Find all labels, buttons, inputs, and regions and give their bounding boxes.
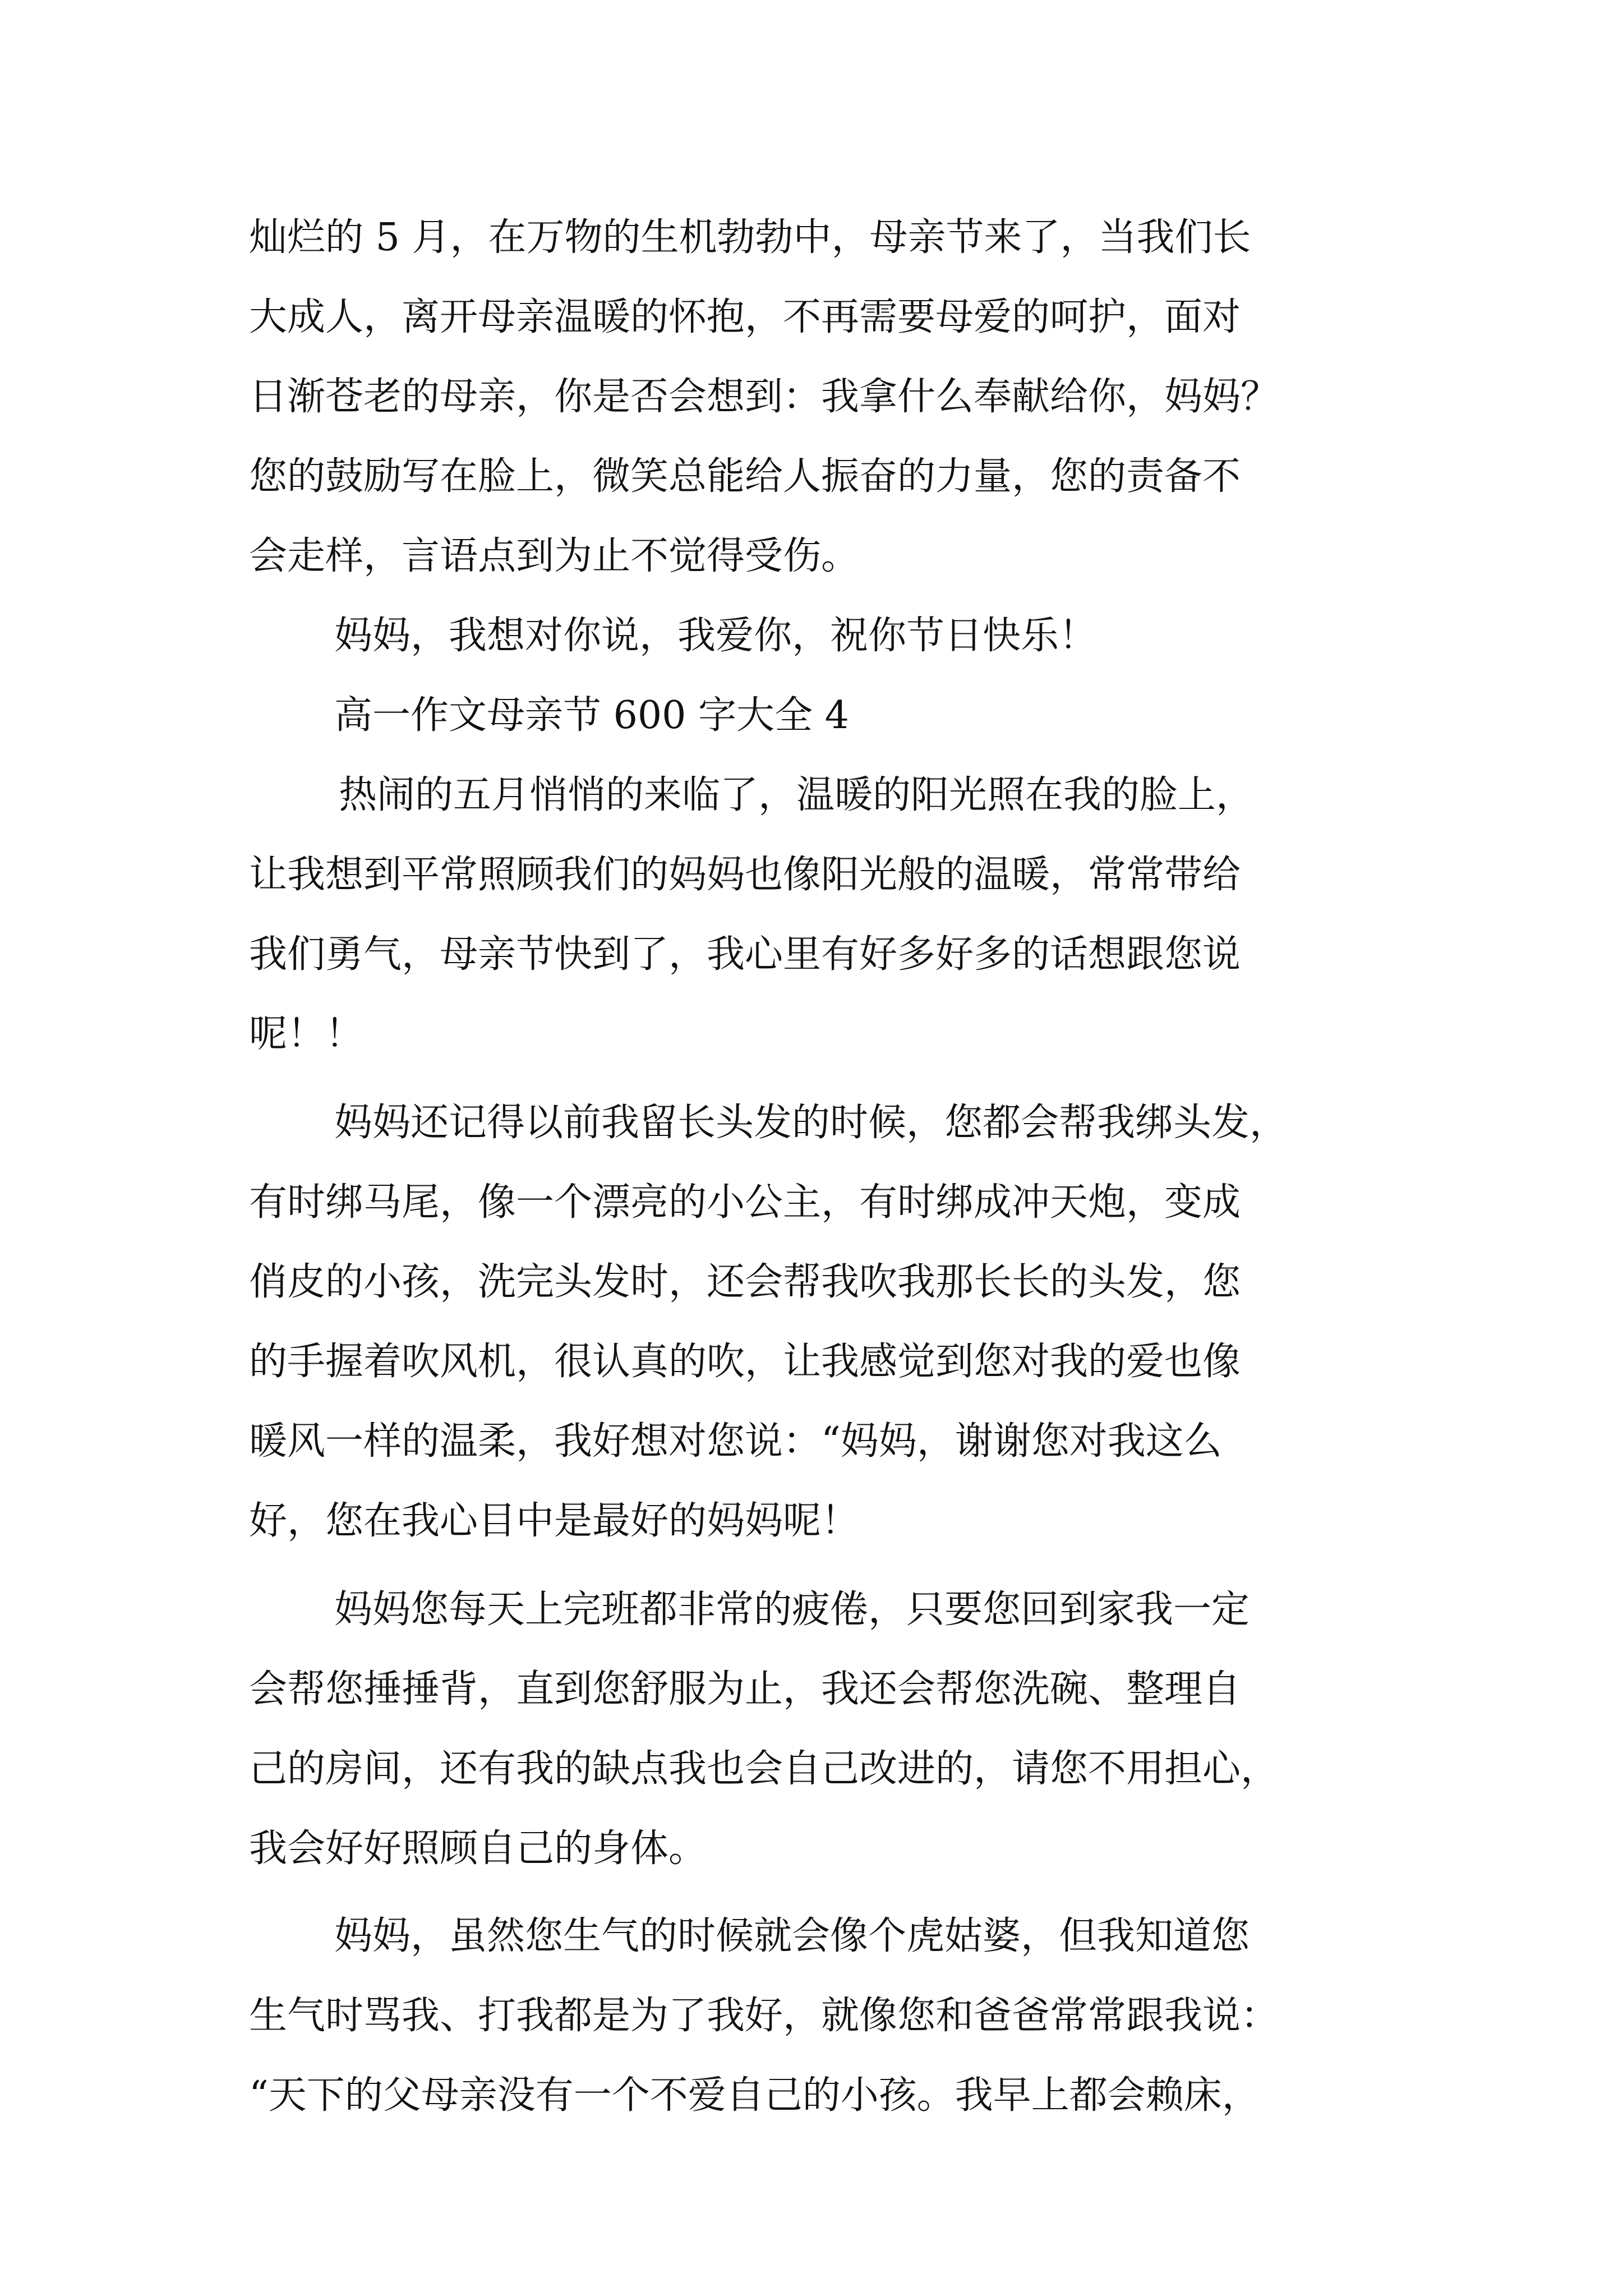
text-line: 己的房间，还有我的缺点我也会自己改进的，请您不用担心， (249, 1747, 1279, 1791)
text-line: 有时绑马尾，像一个漂亮的小公主，有时绑成冲天炮，变成 (249, 1180, 1241, 1225)
text-line: 的手握着吹风机，很认真的吹，让我感觉到您对我的爱也像 (249, 1340, 1241, 1384)
text-line: 俏皮的小孩，洗完头发时，还会帮我吹我那长长的头发，您 (249, 1260, 1241, 1304)
text-line: 灿烂的 5 月，在万物的生机勃勃中，母亲节来了，当我们长 (249, 215, 1251, 260)
text-line: 大成人，离开母亲温暖的怀抱，不再需要母爱的呵护，面对 (249, 295, 1241, 339)
section-heading: 高一作文母亲节 600 字大全 4 (334, 693, 849, 738)
text-line: 会走样，言语点到为止不觉得受伤。 (249, 534, 860, 578)
text-line: 妈妈，我想对你说，我爱你，祝你节日快乐！ (334, 614, 1098, 658)
text-line: 我们勇气，母亲节快到了，我心里有好多好多的话想跟您说 (249, 932, 1241, 977)
text-line: 妈妈您每天上完班都非常的疲倦，只要您回到家我一定 (334, 1588, 1250, 1632)
text-line: 让我想到平常照顾我们的妈妈也像阳光般的温暖，常常带给 (249, 853, 1241, 897)
text-line: 您的鼓励写在脸上，微笑总能给人振奋的力量，您的责备不 (249, 454, 1241, 499)
text-line: 好，您在我心目中是最好的妈妈呢！ (249, 1499, 860, 1543)
text-line: 妈妈还记得以前我留长头发的时候，您都会帮我绑头发， (334, 1101, 1288, 1145)
text-line: 热闹的五月悄悄的来临了，温暖的阳光照在我的脸上， (339, 773, 1255, 817)
text-line: 生气时骂我、打我都是为了我好，就像您和爸爸常常跟我说： (249, 1994, 1279, 2038)
text-line: 日渐苍老的母亲，你是否会想到：我拿什么奉献给你，妈妈？ (249, 375, 1279, 419)
text-line: 妈妈，虽然您生气的时候就会像个虎姑婆，但我知道您 (334, 1914, 1250, 1958)
text-line: 暖风一样的温柔，我好想对您说：“妈妈，谢谢您对我这么 (249, 1419, 1222, 1464)
text-line: 会帮您捶捶背，直到您舒服为止，我还会帮您洗碗、整理自 (249, 1667, 1241, 1711)
text-line: 我会好好照顾自己的身体。 (249, 1826, 707, 1871)
text-line: “天下的父母亲没有一个不爱自己的小孩。我早上都会赖床， (249, 2073, 1260, 2118)
text-line: 呢！！ (249, 1012, 364, 1056)
